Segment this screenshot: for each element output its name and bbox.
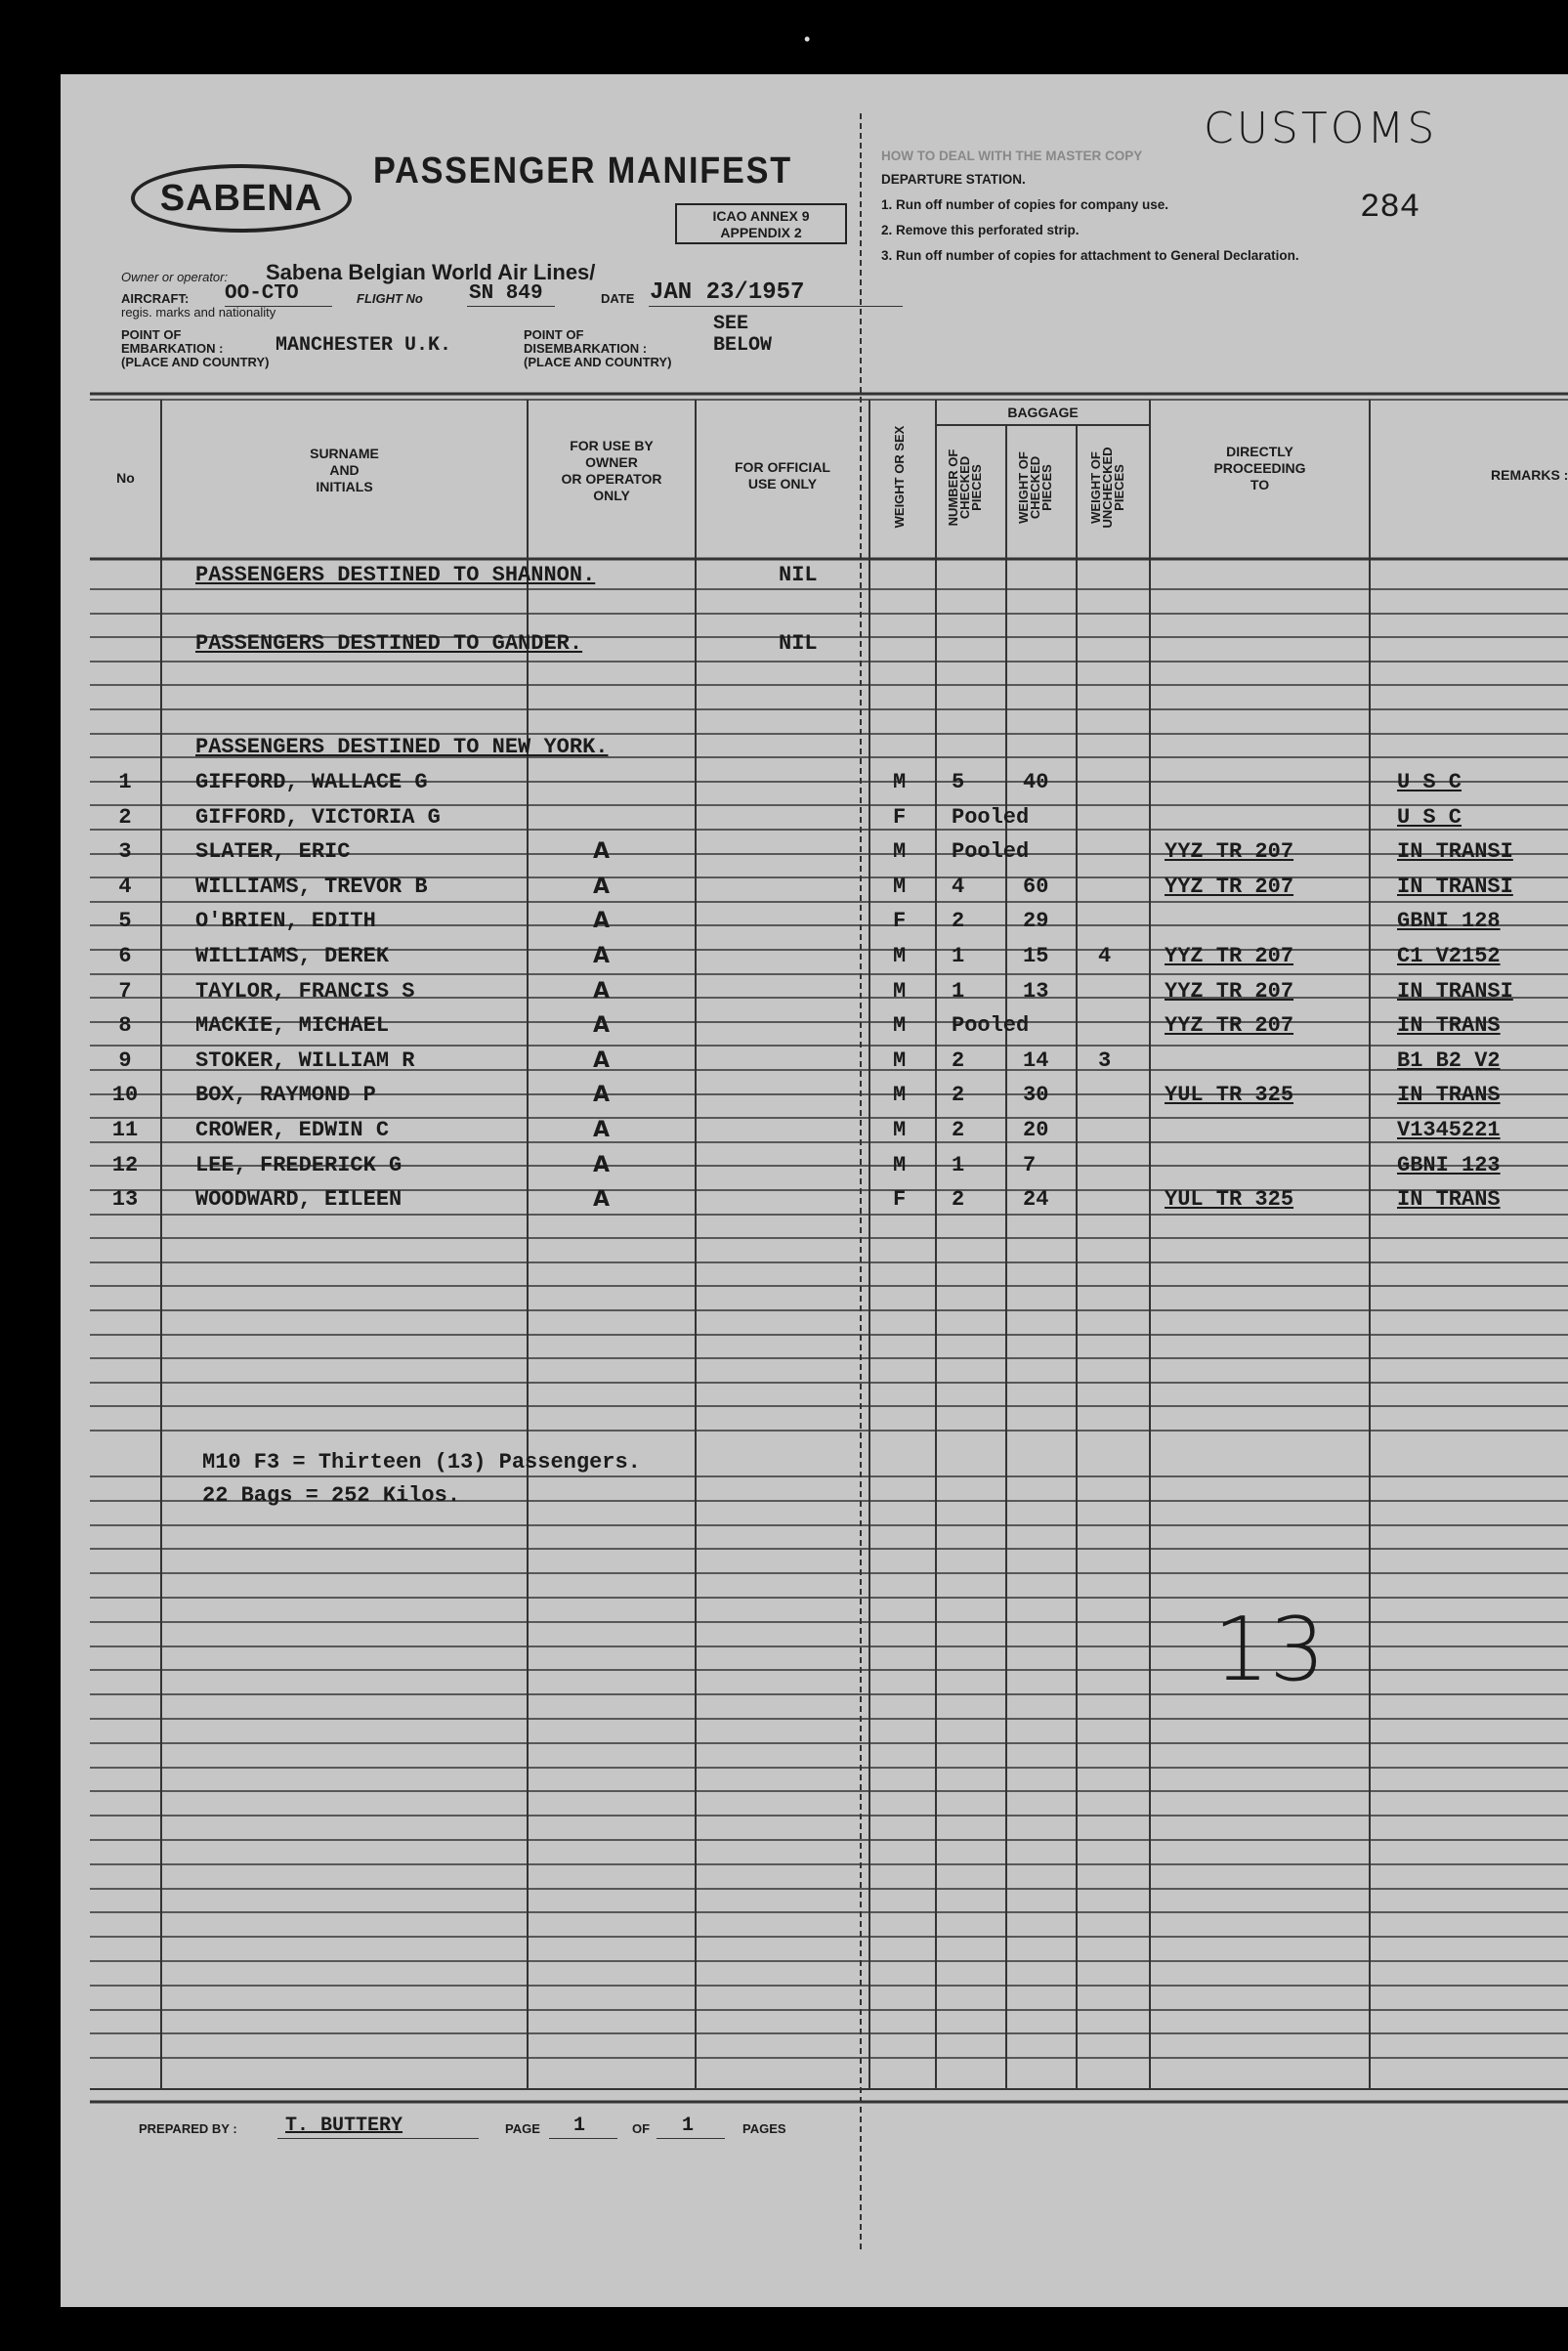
owner-mark: A <box>593 909 611 934</box>
passenger-sex: M <box>893 1083 907 1108</box>
checked-pieces: 4 <box>952 874 965 899</box>
owner-mark: A <box>593 944 611 968</box>
owner-mark: A <box>593 1047 611 1073</box>
aircraft-value: OO-CTO <box>225 282 299 305</box>
remarks: U S C <box>1397 804 1462 830</box>
col-proc-3: TO <box>1250 477 1270 492</box>
embarkation-value: MANCHESTER U.K. <box>275 334 452 357</box>
aircraft-label: AIRCRAFT: <box>121 291 190 306</box>
passenger-name: LEE, FREDERICK G <box>195 1152 403 1177</box>
proceeding-to: YYZ TR 207 <box>1165 874 1294 899</box>
section-shannon-value: NIL <box>779 563 818 587</box>
passenger-no: 6 <box>118 944 132 968</box>
owner-mark: A <box>593 1118 611 1142</box>
unchecked-weight: 3 <box>1098 1047 1112 1073</box>
col-baggage: BAGGAGE <box>1007 405 1079 420</box>
passenger-sex: M <box>893 874 907 899</box>
passenger-no: 2 <box>118 804 132 830</box>
checked-pieces: 1 <box>952 944 965 968</box>
instruction-2: 2. Remove this perforated strip. <box>881 223 1080 237</box>
passenger-name: WOODWARD, EILEEN <box>195 1187 403 1213</box>
owner-label: Owner or operator: <box>121 270 229 284</box>
owner-value: Sabena Belgian World Air Lines/ <box>266 260 596 284</box>
col-official-2: USE ONLY <box>747 476 818 492</box>
checked-pieces: 1 <box>952 978 965 1004</box>
remarks: B1 B2 V2 <box>1397 1047 1501 1073</box>
remarks: IN TRANSI <box>1397 839 1513 865</box>
owner-mark: A <box>593 978 611 1004</box>
col-weight-sex: WEIGHT OR SEX <box>892 425 907 529</box>
disembarkation-value-1: SEE <box>713 313 749 335</box>
col-surname-3: INITIALS <box>316 479 373 494</box>
emb-label-1: POINT OF <box>121 327 182 342</box>
col-surname-2: AND <box>329 462 360 478</box>
passenger-no: 7 <box>118 978 132 1004</box>
proceeding-to: YYZ TR 207 <box>1165 944 1294 968</box>
passenger-no: 5 <box>118 909 132 934</box>
passenger-sex: F <box>893 909 907 934</box>
col-uw-3: PIECES <box>1112 464 1126 511</box>
page-title: PASSENGER MANIFEST <box>373 150 792 192</box>
passenger-no: 9 <box>118 1047 132 1073</box>
passenger-name: BOX, RAYMOND P <box>195 1083 376 1108</box>
owner-mark: A <box>593 1083 611 1108</box>
passenger-name: MACKIE, MICHAEL <box>195 1013 390 1039</box>
instruction-1: 1. Run off number of copies for company use. <box>881 197 1169 212</box>
checked-weight: 7 <box>1023 1152 1037 1177</box>
disembarkation-value-2: BELOW <box>713 334 773 357</box>
passenger-sex: M <box>893 978 907 1004</box>
checked-weight: 24 <box>1023 1187 1049 1213</box>
section-shannon: PASSENGERS DESTINED TO SHANNON. <box>195 563 596 587</box>
col-owner-4: ONLY <box>593 488 630 503</box>
passenger-no: 11 <box>111 1118 139 1142</box>
remarks: IN TRANSI <box>1397 978 1513 1004</box>
passenger-name: STOKER, WILLIAM R <box>195 1047 415 1073</box>
col-owner-3: OR OPERATOR <box>561 471 662 487</box>
checked-pieces: 2 <box>952 909 965 934</box>
icao-line2: APPENDIX 2 <box>720 225 802 240</box>
passenger-sex: M <box>893 1118 907 1142</box>
owner-mark: A <box>593 1187 611 1213</box>
passenger-name: GIFFORD, VICTORIA G <box>195 804 441 830</box>
checked-pieces: Pooled <box>952 1013 1030 1039</box>
col-cw-2: CHECKED <box>1028 455 1042 520</box>
col-no: No <box>116 470 135 486</box>
checked-weight: 30 <box>1023 1083 1049 1108</box>
col-proceeding <box>1150 444 1370 493</box>
passenger-sex: M <box>893 1013 907 1039</box>
passenger-name: SLATER, ERIC <box>195 839 351 865</box>
passenger-name: WILLIAMS, TREVOR B <box>195 874 428 899</box>
passenger-name: WILLIAMS, DEREK <box>195 944 390 968</box>
summary-bags: 22 Bags = 252 Kilos. <box>202 1483 461 1508</box>
col-official-1: FOR OFFICIAL <box>735 459 830 475</box>
flight-value: SN 849 <box>469 282 543 305</box>
checked-weight: 29 <box>1023 909 1049 934</box>
manifest-sheet <box>61 74 1568 2307</box>
of-value: 1 <box>682 2115 695 2137</box>
col-checked-weight <box>1018 430 1053 545</box>
col-uw-1: WEIGHT OF <box>1088 451 1103 524</box>
col-owner-2: OWNER <box>585 454 638 470</box>
customs-stamp: CUSTOMS <box>1204 104 1438 153</box>
passenger-sex: F <box>893 1187 907 1213</box>
col-cw-3: PIECES <box>1039 464 1054 511</box>
checked-weight: 14 <box>1023 1047 1049 1073</box>
remarks: GBNI 128 <box>1397 909 1501 934</box>
col-uw-2: UNCHECKED <box>1100 447 1115 529</box>
prepared-value: T. BUTTERY <box>285 2115 403 2137</box>
sabena-logo: SABENA <box>131 164 352 233</box>
col-cp-1: NUMBER OF <box>946 449 960 527</box>
proceeding-to: YYZ TR 207 <box>1165 1013 1294 1039</box>
col-unchecked-weight <box>1090 430 1125 545</box>
passenger-sex: M <box>893 1152 907 1177</box>
emb-label-2: EMBARKATION : <box>121 341 224 356</box>
checked-pieces: 2 <box>952 1047 965 1073</box>
dis-label-3: (PLACE AND COUNTRY) <box>524 355 672 369</box>
passenger-sex: M <box>893 944 907 968</box>
section-gander: PASSENGERS DESTINED TO GANDER. <box>195 631 583 656</box>
checked-weight: 13 <box>1023 978 1049 1004</box>
col-cw-1: WEIGHT OF <box>1016 451 1031 524</box>
owner-mark: A <box>593 1013 611 1039</box>
passenger-sex: M <box>893 839 907 865</box>
passenger-sex: M <box>893 770 907 794</box>
dis-label-2: DISEMBARKATION : <box>524 341 648 356</box>
checked-weight: 15 <box>1023 944 1049 968</box>
owner-mark: A <box>593 1152 611 1177</box>
flight-label: FLIGHT No <box>357 291 423 306</box>
checked-pieces: 2 <box>952 1083 965 1108</box>
passenger-no: 13 <box>111 1187 139 1213</box>
remarks: GBNI 123 <box>1397 1152 1501 1177</box>
passenger-sex: M <box>893 1047 907 1073</box>
passenger-name: CROWER, EDWIN C <box>195 1118 390 1142</box>
icao-line1: ICAO ANNEX 9 <box>712 208 810 224</box>
instruction-3: 3. Run off number of copies for attachment to General Declaration. <box>881 248 1299 263</box>
checked-pieces: Pooled <box>952 839 1030 865</box>
remarks: IN TRANS <box>1397 1187 1501 1213</box>
of-label: OF <box>632 2121 651 2136</box>
col-cp-2: CHECKED <box>957 455 972 520</box>
checked-pieces: Pooled <box>952 804 1030 830</box>
aircraft-sub: regis. marks and nationality <box>121 305 276 320</box>
proceeding-to: YUL TR 325 <box>1165 1083 1294 1108</box>
checked-pieces: 2 <box>952 1187 965 1213</box>
prepared-label: PREPARED BY : <box>139 2121 237 2136</box>
col-checked-pieces <box>948 430 983 545</box>
passenger-no: 10 <box>111 1083 139 1108</box>
remarks: U S C <box>1397 770 1462 794</box>
remarks: C1 V2152 <box>1397 944 1501 968</box>
passenger-sex: F <box>893 804 907 830</box>
owner-mark: A <box>593 839 611 865</box>
remarks: IN TRANS <box>1397 1013 1501 1039</box>
emb-label-3: (PLACE AND COUNTRY) <box>121 355 270 369</box>
col-owner-use <box>528 438 696 504</box>
passenger-name: TAYLOR, FRANCIS S <box>195 978 415 1004</box>
passenger-no: 3 <box>118 839 132 865</box>
checked-weight: 60 <box>1023 874 1049 899</box>
passenger-name: GIFFORD, WALLACE G <box>195 770 428 794</box>
col-surname <box>161 446 528 495</box>
col-proc-1: DIRECTLY <box>1226 444 1293 459</box>
checked-weight: 20 <box>1023 1118 1049 1142</box>
passenger-no: 4 <box>118 874 132 899</box>
proceeding-to: YYZ TR 207 <box>1165 839 1294 865</box>
sheet-number: 284 <box>1360 190 1420 227</box>
col-owner-1: FOR USE BY <box>570 438 654 453</box>
col-official-use <box>696 459 869 492</box>
page-label: PAGE <box>505 2121 540 2136</box>
instruction-departure: DEPARTURE STATION. <box>881 172 1026 187</box>
passenger-name: O'BRIEN, EDITH <box>195 909 376 934</box>
summary-passengers: M10 F3 = Thirteen (13) Passengers. <box>202 1450 641 1475</box>
owner-mark: A <box>593 874 611 899</box>
checked-weight: 40 <box>1023 770 1049 794</box>
pages-label: PAGES <box>742 2121 786 2136</box>
top-mark: • <box>804 29 811 49</box>
page-value: 1 <box>573 2115 586 2137</box>
proceeding-to: YYZ TR 207 <box>1165 978 1294 1004</box>
passenger-no: 8 <box>118 1013 132 1039</box>
col-cp-3: PIECES <box>969 464 984 511</box>
date-value: JAN 23/1957 <box>650 279 805 306</box>
dis-label-1: POINT OF <box>524 327 584 342</box>
remarks: IN TRANS <box>1397 1083 1501 1108</box>
instruction-title: HOW TO DEAL WITH THE MASTER COPY <box>881 149 1143 163</box>
passenger-no: 12 <box>111 1152 139 1177</box>
section-new-york: PASSENGERS DESTINED TO NEW YORK. <box>195 735 609 759</box>
passenger-no: 1 <box>118 770 132 794</box>
col-proc-2: PROCEEDING <box>1213 460 1306 476</box>
remarks: V1345221 <box>1397 1118 1501 1142</box>
checked-pieces: 2 <box>952 1118 965 1142</box>
section-gander-value: NIL <box>779 631 818 656</box>
checked-pieces: 5 <box>952 770 965 794</box>
handwritten-total: 13 <box>1213 1599 1326 1701</box>
unchecked-weight: 4 <box>1098 944 1112 968</box>
checked-pieces: 1 <box>952 1152 965 1177</box>
date-label: DATE <box>601 291 635 306</box>
remarks: IN TRANSI <box>1397 874 1513 899</box>
proceeding-to: YUL TR 325 <box>1165 1187 1294 1213</box>
col-remarks: REMARKS : <box>1491 467 1568 483</box>
col-surname-1: SURNAME <box>310 446 379 461</box>
